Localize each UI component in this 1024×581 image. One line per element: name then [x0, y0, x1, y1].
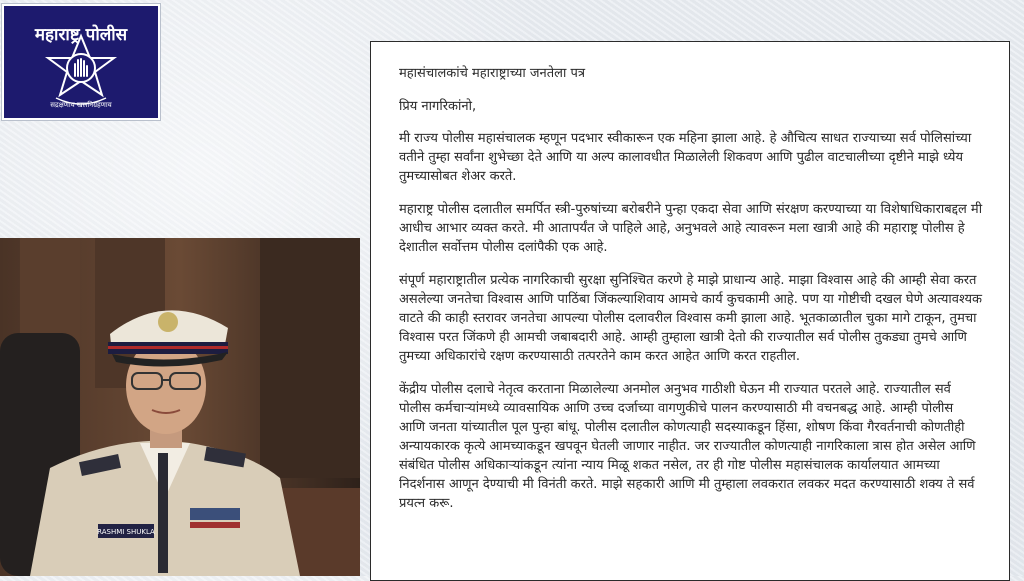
- letter-document: [370, 41, 1010, 581]
- letter-paragraph: संपूर्ण महाराष्ट्रातील प्रत्येक नागरिकाची सुरक्षा सुनिश्चित करणे हे माझे प्राधान्य आहे. माझा विश्वास आहे की आम्ही सेवा करत असलेल्या जनतेचा विश्वास आणि पाठिंबा जिंकल्याशिवाय आमचे कार्य कुचकामी आहे. पण या गोष्टीची दखल घेणे अत्यावश्यक वाटते की काही स्तरावर जनतेचा आपल्या पोलीस दलावरील विश्वास कमी झाला आहे. भूतकाळातील चुका मागे टाकून, तुमचा विश्वास परत जिंकणे ही आमची जबाबदारी आहे. आम्ही तुम्हाला खात्री देतो की राज्यातील सर्व पोलीस तुकड्या तुमचे आणि तुमच्या अधिकारांचे रक्षण करण्यासाठी तत्परतेने काम करत आहेत आणि करत राहतील.: [399, 273, 982, 364]
- letter-salutation: प्रिय नागरिकांनो,: [399, 99, 477, 114]
- police-logo: [2, 4, 160, 120]
- letter-paragraph: महाराष्ट्र पोलीस दलातील समर्पित स्त्री-पुरुषांच्या बरोबरीने पुन्हा एकदा सेवा आणि संरक्षण करण्याच्या या विशेषाधिकाराबद्दल मी आधीच आभार व्यक्त करते. मी आतापर्यंत जे पाहिले आहे, अनुभवले आहे त्यावरून मला खात्री आहे की महाराष्ट्र पोलीस हे देशातील सर्वोत्तम पोलीस दलांपैकी एक आहे.: [399, 202, 983, 255]
- name-tag: RASHMI SHUKLA: [97, 528, 155, 536]
- letter-paragraph: केंद्रीय पोलीस दलाचे नेतृत्व करताना मिळालेल्या अनमोल अनुभव गाठीशी घेऊन मी राज्यात परतले आहे. राज्यातील सर्व पोलीस कर्मचाऱ्यांमध्ये व्यावसायिक आणि उच्च दर्जाच्या वागणुकीचे पालन करण्यासाठी मी वचनबद्ध आहे. आम्ही पोलीस आणि जनता यांच्यातील पूल पुन्हा बांधू. पोलीस दलातील कोणत्याही सदस्याकडून हिंसा, शोषण किंवा गैरवर्तनाची कोणतीही अन्यायकारक कृत्ये आमच्याकडून खपवून घेतली जाणार नाहीत. जर राज्यातील कोणत्याही नागरिकाला त्रास होत असेल आणि संबंधित पोलीस अधिकाऱ्यांकडून त्यांना न्याय मिळू शकत नसेल, तर ही गोष्ट पोलीस महासंचालक कार्यालयात आमच्या निदर्शनास आणून देण्याची मी विनंती करते. माझे सहकारी आणि मी तुम्हाला लवकरात लवकर मदत करण्यासाठी शक्य ते सर्व प्रयत्न करू.: [399, 382, 976, 511]
- officer-photo: [0, 238, 360, 576]
- logo-motto: सद्रक्षणाय खलनिग्रहणाय: [50, 101, 112, 109]
- logo-title: महाराष्ट्र पोलीस: [34, 25, 128, 45]
- police-star-hand-emblem-icon: [4, 6, 158, 118]
- letter-paragraph: मी राज्य पोलीस महासंचालक म्हणून पदभार स्वीकारून एक महिना झाला आहे. हे औचित्य साधत राज्याच्या सर्व पोलिसांच्या वतीने तुम्हा सर्वांना शुभेच्छा देते आणि या अल्प कालावधीत मिळालेली शिकवण आणि पुढील वाटचालीच्या दृष्टीने माझे ध्येय तुमच्यासोबत शेअर करते.: [399, 131, 972, 184]
- letter-heading: महासंचालकांचे महाराष्ट्राच्या जनतेला पत्र: [399, 66, 586, 81]
